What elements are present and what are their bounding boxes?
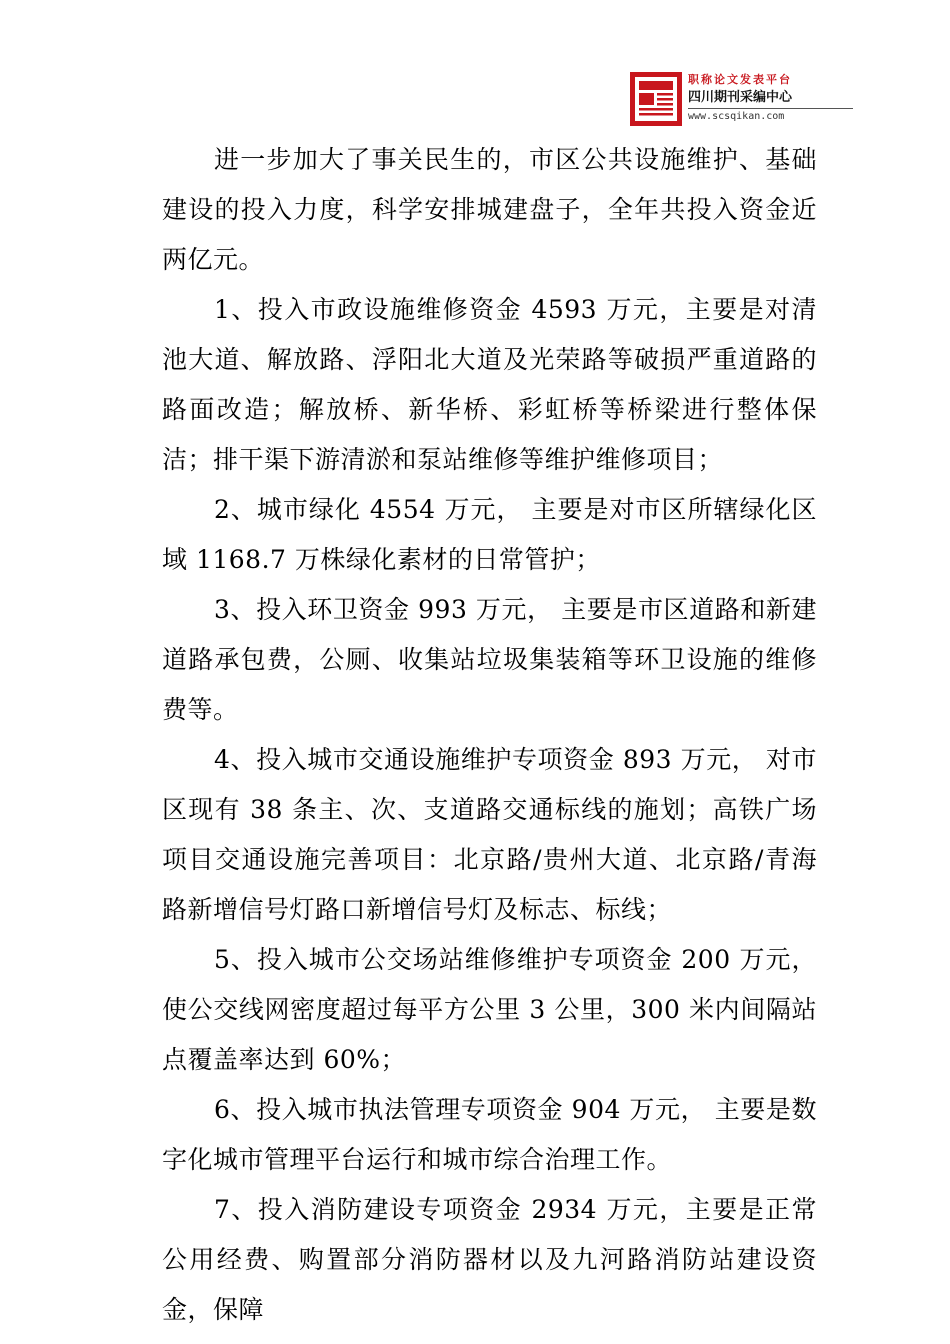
paragraph-item-3: 3、投入环卫资金 993 万元， 主要是市区道路和新建道路承包费，公厕、收集站垃圾集装箱等环卫设施的维修费等。 [162, 595, 817, 724]
document-body [162, 135, 817, 1335]
logo-url: www.scsqikan.com [688, 111, 785, 122]
paragraph-item-7: 7、投入消防建设专项资金 2934 万元，主要是正常公用经费、购置部分消防器材以及九河路消防站建设资金，保障 [162, 1195, 817, 1324]
paragraph-item-1: 1、投入市政设施维修资金 4593 万元，主要是对清池大道、解放路、浮阳北大道及光荣路等破损严重道路的路面改造；解放桥、新华桥、彩虹桥等桥梁进行整体保洁；排干渠下游清淤和泵站维修等维护维修项目； [162, 295, 817, 474]
logo-text [688, 72, 853, 125]
publisher-logo [630, 72, 850, 132]
paragraph-item-4: 4、投入城市交通设施维护专项资金 893 万元， 对市区现有 38 条主、次、支道路交通标线的施划；高铁广场项目交通设施完善项目：北京路/贵州大道、北京路/青海路新增信号灯路口新增信号灯及标志、标线； [162, 745, 817, 924]
logo-title: 四川期刊采编中心 [688, 88, 853, 109]
paragraph-item-5: 5、投入城市公交场站维修维护专项资金 200 万元， 使公交线网密度超过每平方公里 3 公里，300 米内间隔站点覆盖率达到 60%； [162, 945, 817, 1074]
paragraph-item-6: 6、投入城市执法管理专项资金 904 万元， 主要是数字化城市管理平台运行和城市综合治理工作。 [162, 1095, 817, 1174]
logo-tagline: 职称论文发表平台 [688, 73, 792, 86]
paragraph-item-2: 2、城市绿化 4554 万元， 主要是对市区所辖绿化区域 1168.7 万株绿化素材的日常管护； [162, 495, 817, 574]
newspaper-logo-icon [630, 72, 682, 126]
paragraph-intro: 进一步加大了事关民生的，市区公共设施维护、基础建设的投入力度，科学安排城建盘子，全年共投入资金近两亿元。 [162, 145, 817, 274]
